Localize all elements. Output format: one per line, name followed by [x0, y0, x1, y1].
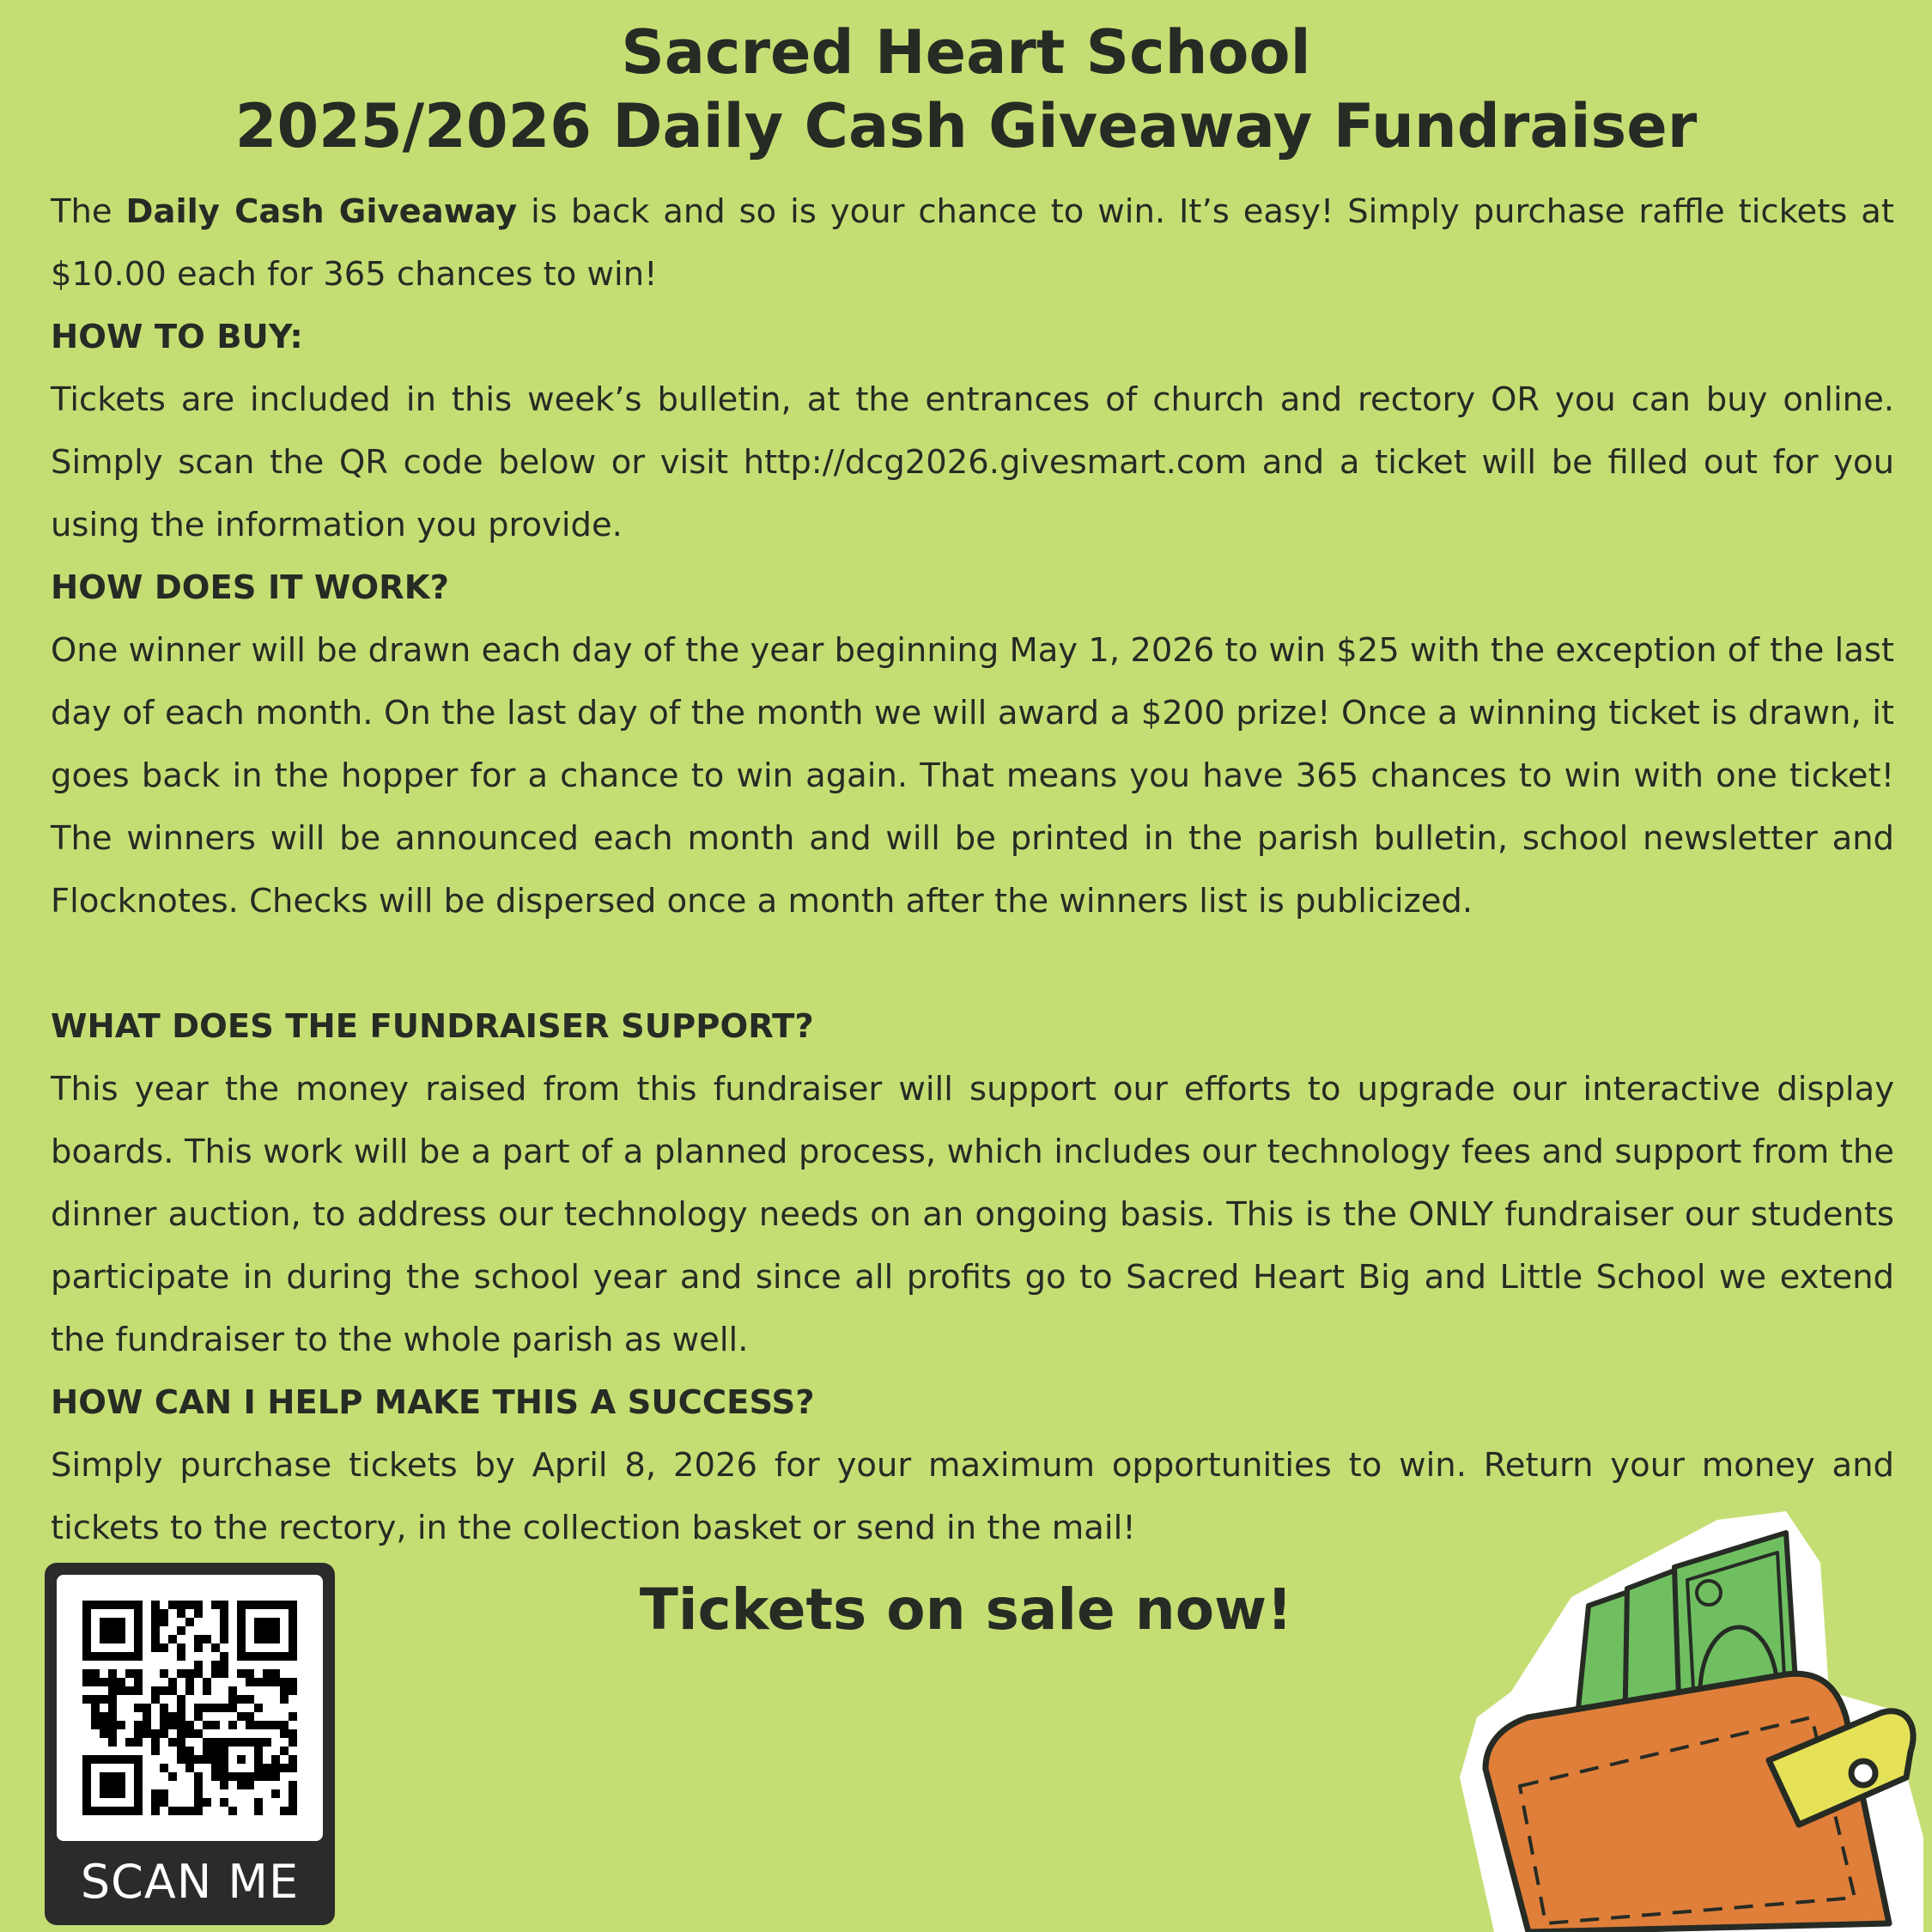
intro-bold: Daily Cash Giveaway — [125, 192, 518, 231]
heading-how-can-i-help: HOW CAN I HELP MAKE THIS A SUCCESS? — [51, 1383, 815, 1422]
intro-prefix: The — [51, 192, 126, 231]
paragraph-how-to-buy: Tickets are included in this week’s bulletin, at the entrances of church and rectory OR you can buy online. Simply scan the QR code below or visit http://dcg2026.givesmart.com and a ticket will be filled out for you using the information you provide. — [51, 380, 1894, 544]
wallet-with-cash-icon — [1460, 1494, 1932, 1932]
page-title-school: Sacred Heart School — [621, 17, 1311, 88]
qr-code-icon[interactable] — [82, 1601, 297, 1815]
heading-how-does-it-work: HOW DOES IT WORK? — [51, 568, 449, 607]
paragraph-how-can-i-help: Simply purchase tickets by April 8, 2026 for your maximum opportunities to win. Return your money and tickets to the rectory, in the collection basket or send in the mail! — [51, 1446, 1894, 1547]
page-title-fundraiser: 2025/2026 Daily Cash Giveaway Fundraiser — [234, 91, 1698, 161]
heading-how-to-buy: HOW TO BUY: — [51, 318, 303, 356]
paragraph-how-does-it-work: One winner will be drawn each day of the year beginning May 1, 2026 to win $25 with the exception of the last day of each month. On the last day of the month we will award a $200 prize! Once a winning ticket is drawn, it goes back in the hopper for a chance to win again. That means you have 365 chances to win with one ticket! The winners will be announced each month and will be printed in the parish bulletin, school newsletter and Flocknotes. Checks will be dispersed once a month after the winners list is publicized. — [51, 631, 1894, 920]
qr-code-area[interactable] — [57, 1575, 323, 1841]
scan-me-label: SCAN ME — [80, 1855, 300, 1909]
qr-card[interactable] — [45, 1563, 335, 1925]
intro-suffix: is back and so is your chance to win. It’s easy! Simply purchase raffle tickets at $10.00 each for 365 chances to win! — [51, 192, 1894, 294]
tagline: Tickets on sale now! — [639, 1577, 1293, 1643]
paragraph-what-does-it-support: This year the money raised from this fundraiser will support our efforts to upgrade our interactive display boards. This work will be a part of a planned process, which includes our technology fees and support from the dinner auction, to address our technology needs on an ongoing basis. This is the ONLY fundraiser our students participate in during the school year and since all profits go to Sacred Heart Big and Little School we extend the fundraiser to the whole parish as well. — [51, 1070, 1894, 1359]
heading-what-does-it-support: WHAT DOES THE FUNDRAISER SUPPORT? — [51, 1007, 814, 1046]
intro-paragraph — [51, 180, 1894, 306]
